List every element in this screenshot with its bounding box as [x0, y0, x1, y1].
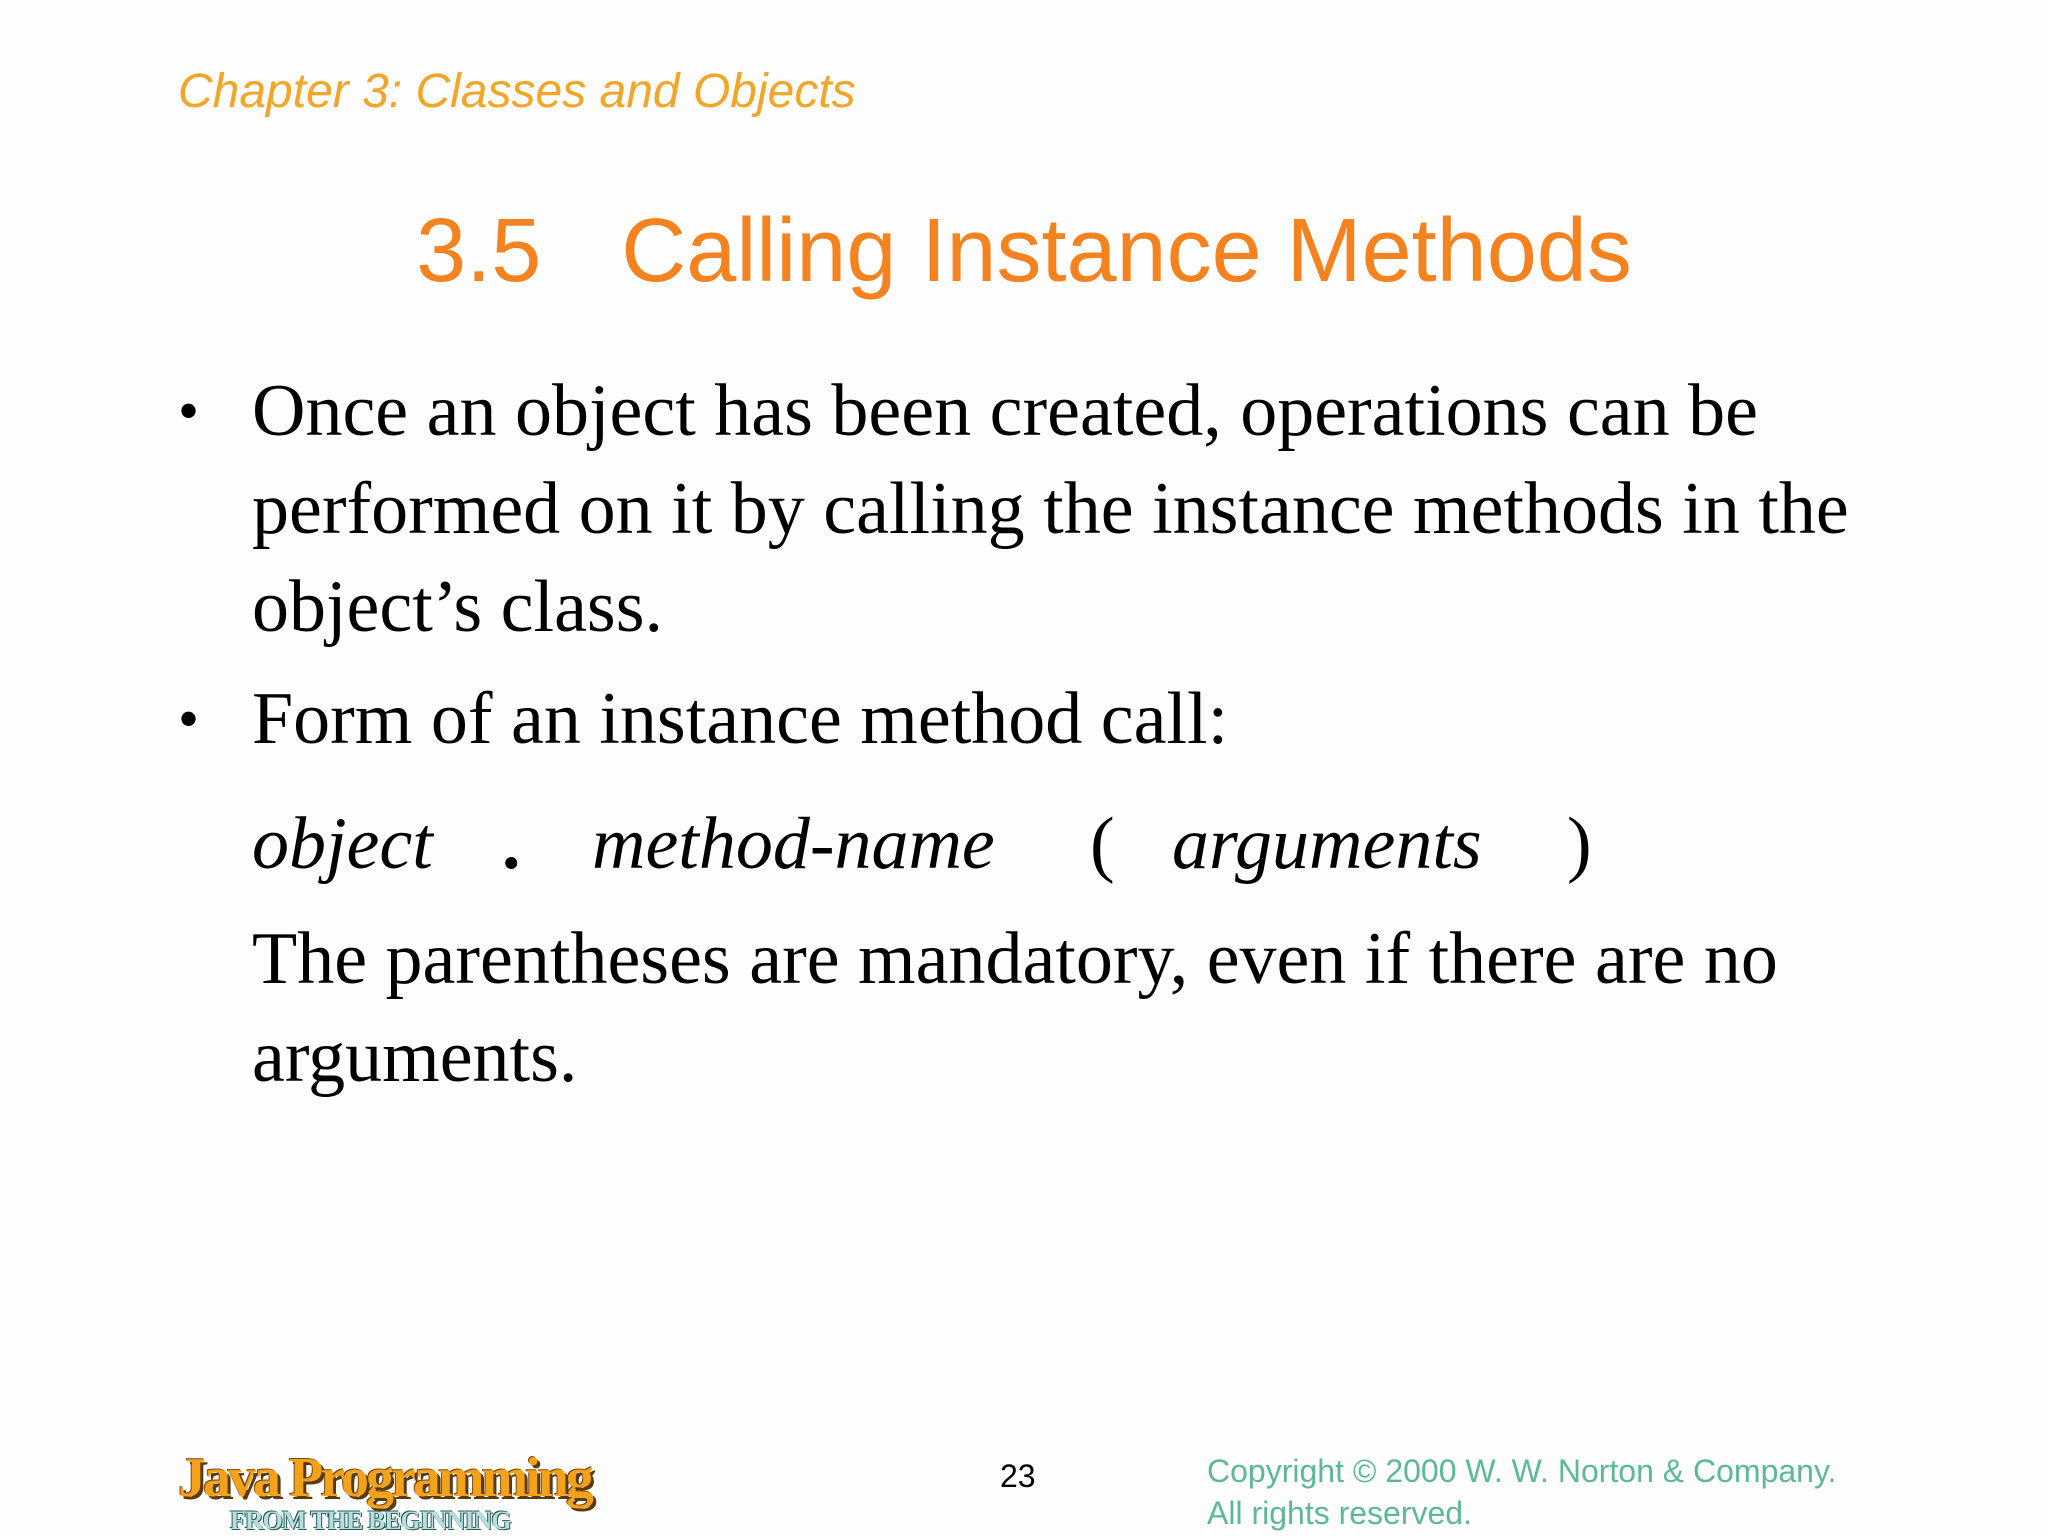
syntax-open-paren: (: [1090, 803, 1115, 885]
bullet-marker: •: [178, 686, 200, 752]
method-call-syntax: [252, 795, 1752, 893]
copyright-line-1: Copyright © 2000 W. W. Norton & Company.: [1207, 1453, 1837, 1489]
syntax-close-paren: ): [1567, 803, 1592, 885]
section-title: Calling Instance Methods: [621, 201, 1632, 301]
syntax-dot: .: [502, 803, 521, 885]
bullet-text: Once an object has been created, operations can be performed on it by calling the instance methods in the object’s class.: [252, 370, 1849, 648]
book-logo: [178, 1448, 668, 1536]
logo-title: Java Programming: [178, 1447, 591, 1509]
copyright-notice: [1207, 1450, 1836, 1534]
syntax-object: object: [252, 803, 433, 885]
note-text: The parentheses are mandatory, even if there are no arguments.: [252, 918, 1778, 1098]
chapter-heading: Chapter 3: Classes and Objects: [178, 65, 856, 118]
logo-subtitle: FROM THE BEGINNING: [230, 1506, 511, 1535]
copyright-line-2: All rights reserved.: [1207, 1495, 1472, 1531]
slide-title: [0, 200, 2048, 303]
bullet-text: Form of an instance method call:: [252, 678, 1229, 760]
page-number: 23: [1000, 1458, 1036, 1494]
bullet-marker: •: [178, 378, 200, 444]
section-number: 3.5: [416, 201, 542, 301]
syntax-arguments: arguments: [1172, 803, 1482, 885]
syntax-method-name: method-name: [592, 803, 995, 885]
